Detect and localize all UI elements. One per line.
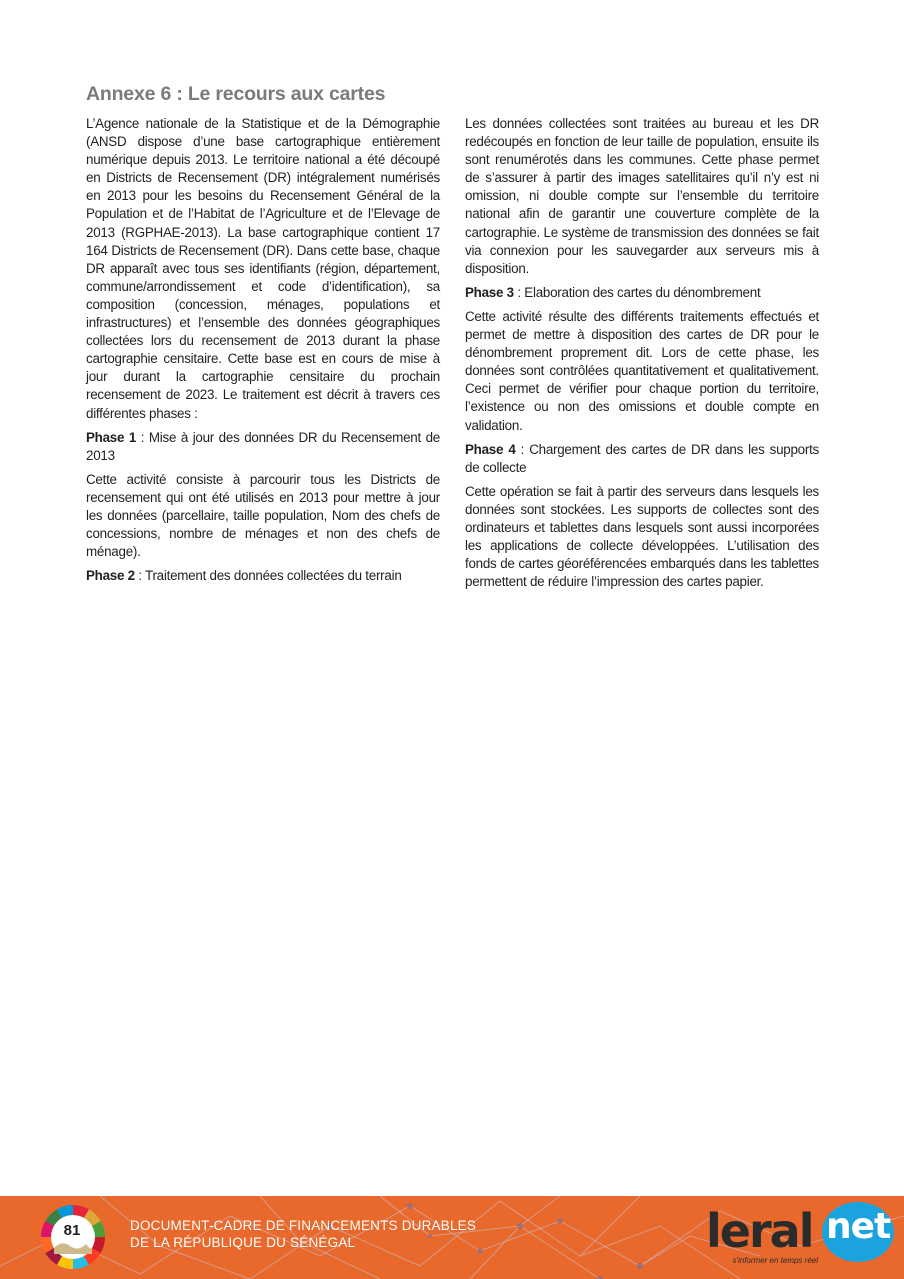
document-title — [130, 1217, 476, 1251]
document-title-line-2: DE LA RÉPUBLIQUE DU SÉNÉGAL — [130, 1235, 356, 1250]
left-column — [86, 115, 440, 591]
phase-2-paragraph: Les données collectées sont traitées au bureau et les DR redécoupés en fonction de leur taille de population, ensuite ils sont renumérotés dans les communes. Cette phase permet de s’assurer à partir des images satellitaires qu’il n’y est ni omission, ni double compte sur l’ensemble du territoire national afin de garantir une couverture complète de la cartographie. Le système de transmission des données se fait via connexion pour les sauvegarder aux serveurs mis à disposition. — [465, 116, 819, 276]
phase-4-title: : Chargement des cartes de DR dans les supports de collecte — [465, 441, 819, 475]
footer-band — [0, 1196, 904, 1279]
phase-4-paragraph: Cette opération se fait à partir des serveurs dans lesquels les données sont stockées. Les supports de collectes sont des ordinateurs et tablettes dans lesquels sont aussi incorporées les applications de collecte développées. L’utilisation des fonds de cartes géoréférencées embarqués dans les tablettes permettent de réduire l’impression des cartes papier. — [465, 483, 819, 590]
phase-2-heading — [86, 567, 440, 585]
right-column — [465, 115, 819, 597]
logo-wordmark: leral — [706, 1204, 813, 1258]
phase-3-label: Phase 3 — [465, 284, 514, 300]
phase-1-title: : Mise à jour des données DR du Recensement de 2013 — [86, 429, 440, 463]
phase-2-title: : Traitement des données collectées du terrain — [134, 568, 402, 584]
phase-2-label: Phase 2 — [86, 568, 135, 584]
logo-circle-text: net — [826, 1206, 891, 1247]
phase-4-heading — [465, 441, 819, 477]
phase-3-heading — [465, 284, 819, 302]
leralnet-logo — [700, 1202, 900, 1274]
phase-4-label: Phase 4 — [465, 441, 516, 457]
annex-heading: Annexe 6 : Le recours aux cartes — [86, 83, 386, 105]
phase-1-label: Phase 1 — [86, 429, 137, 445]
phase-3-title: : Elaboration des cartes du dénombrement — [513, 284, 761, 300]
document-title-line-1: DOCUMENT-CADRE DE FINANCEMENTS DURABLES — [130, 1218, 477, 1233]
phase-1-paragraph: Cette activité consiste à parcourir tous les Districts de recensement qui ont été utilisés en 2013 pour mettre à jour les données (parcellaire, taille population, Nom des chefs de concessions, nombre de ménages et non des chefs de ménage). — [86, 471, 440, 560]
phase-1-heading — [86, 429, 440, 465]
phase-3-paragraph: Cette activité résulte des différents traitements effectués et permet de mettre à disposition des cartes de DR pour le dénombrement proprement dit. Lors de cette phase, les données sont contrôlées quantitativement et qualitativement. Ceci permet de vérifier pour chaque portion du territoire, l’existence ou non des omissions et double compte en validation. — [465, 308, 819, 433]
logo-tagline: s'informer en temps réel — [732, 1256, 818, 1265]
intro-paragraph: L’Agence nationale de la Statistique et de la Démographie (ANSD dispose d’une base cartographique entièrement numérique depuis 2013. Le territoire national a été découpé en Districts de Recensement (DR) intégralement numérisés en 2013 pour les besoins du Recensement Général de la Population et de l’Habitat de l’Agriculture et de l’Elevage de 2013 (RGPHAE-2013). La base cartographique contient 17 164 Districts de Recensement (DR). Dans cette base, chaque DR apparaît avec tous ses identifiants (région, département, commune/arrondissement et code d’identification), sa composition (concession, ménages, populations et infrastructures) et l’ensemble des données géographiques collectées lors du recensement de 2013 durant la phase cartographie censitaire. Cette base est en cours de mise à jour durant la cartographie censitaire du prochain recensement de 2023. Le traitement est décrit à travers ces différentes phases : — [86, 116, 440, 421]
page-number: 81 — [63, 1222, 81, 1239]
